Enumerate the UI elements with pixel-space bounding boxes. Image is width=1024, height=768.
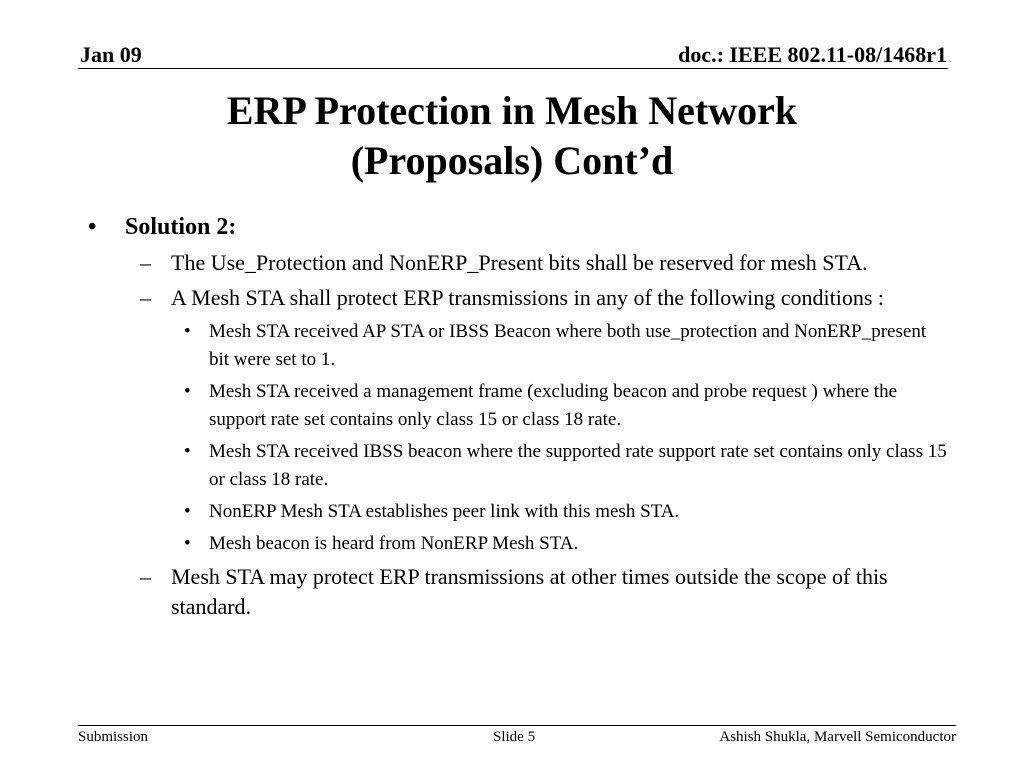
bullet-dot-icon: • (184, 501, 191, 522)
header-date: Jan 09 (80, 42, 142, 67)
bullet-dash-icon: – (140, 564, 151, 589)
condition-item (88, 378, 948, 434)
footer-slide-number: Slide 5 (493, 729, 536, 745)
condition-item (88, 318, 948, 374)
footer-author: Ashish Shukla, Marvell Semiconductor (719, 729, 956, 745)
condition-text: Mesh STA received a management frame (excluding beacon and probe request ) where the support rate set contains only class 15 or class 18 rate. (209, 381, 897, 430)
bullet-dash-icon: – (140, 250, 151, 275)
point-item (88, 283, 948, 313)
bullet-dot-icon: • (184, 441, 191, 462)
header-doc-id: doc.: IEEE 802.11-08/1468r1 (678, 42, 947, 67)
slide-title-line-2: (Proposals) Cont’d (350, 138, 674, 183)
point-item (88, 248, 948, 278)
header-rule (78, 68, 948, 69)
final-point-text: Mesh STA may protect ERP transmissions at other times outside the scope of this standard. (171, 564, 888, 619)
condition-text: Mesh beacon is heard from NonERP Mesh STA. (209, 533, 579, 554)
slide-title (60, 86, 964, 186)
slide-body (88, 212, 948, 627)
bullet-dash-icon: – (140, 285, 151, 310)
condition-text: Mesh STA received IBSS beacon where the supported rate support rate set contains only class 15 or class 18 rate. (209, 441, 947, 490)
footer-submission: Submission (78, 729, 149, 745)
solution-heading-item (88, 212, 948, 242)
slide-title-line-1: ERP Protection in Mesh Network (226, 88, 798, 133)
bullet-dot-icon: • (88, 214, 97, 240)
condition-text: Mesh STA received AP STA or IBSS Beacon where both use_protection and NonERP_present bit were set to 1. (209, 321, 927, 370)
condition-text: NonERP Mesh STA establishes peer link with this mesh STA. (209, 501, 680, 522)
bullet-dot-icon: • (184, 381, 191, 402)
bullet-dot-icon: • (184, 533, 191, 554)
point-text: A Mesh STA shall protect ERP transmissions in any of the following conditions : (171, 285, 885, 310)
bullet-dot-icon: • (184, 321, 191, 342)
condition-item (88, 498, 948, 526)
condition-item (88, 438, 948, 494)
solution-heading: Solution 2: (125, 214, 237, 240)
footer-rule (78, 725, 956, 726)
point-text: The Use_Protection and NonERP_Present bits shall be reserved for mesh STA. (171, 250, 868, 275)
final-point-item (88, 562, 948, 622)
condition-item (88, 530, 948, 558)
